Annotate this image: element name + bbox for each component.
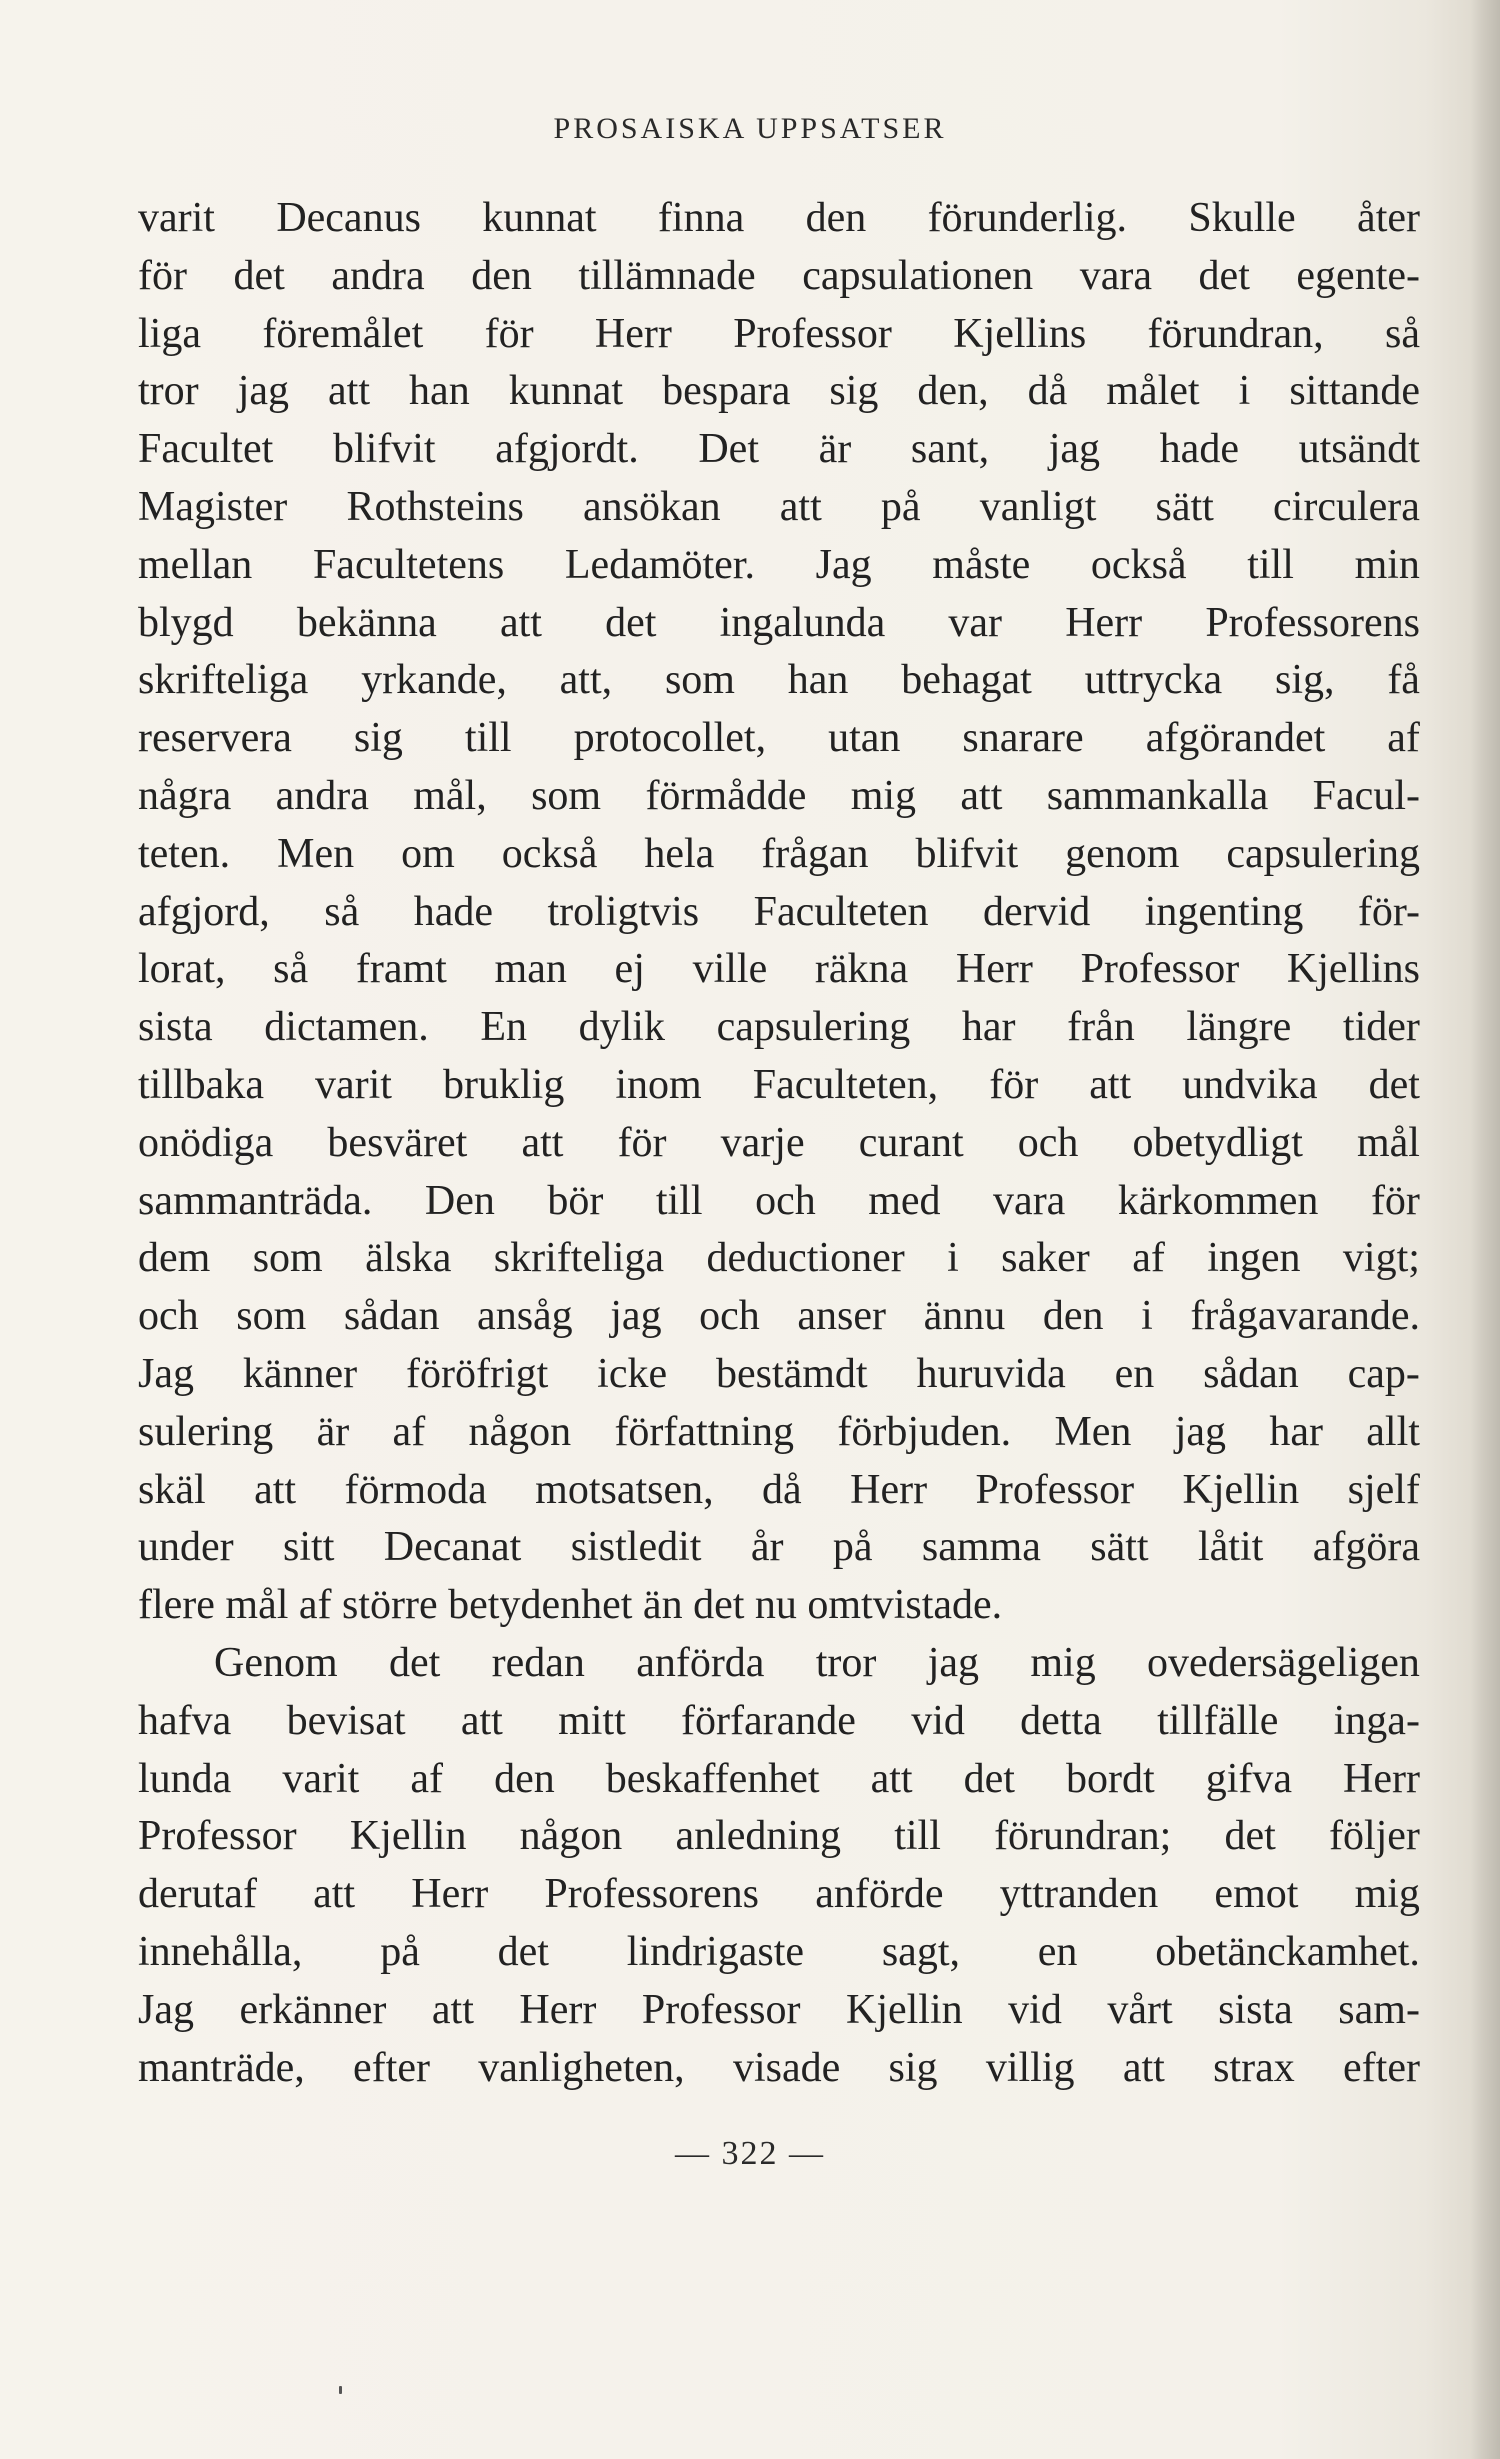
text-line: liga föremålet för Herr Professor Kjellins förundran, så (138, 310, 1420, 357)
text-line: sammanträda. Den bör till och med vara kärkommen för (138, 1177, 1420, 1224)
text-line: manträde, efter vanligheten, visade sig villig att strax efter (138, 2044, 1420, 2091)
text-line: onödiga besväret att för varje curant och obetydligt mål (138, 1119, 1420, 1166)
text-line: hafva bevisat att mitt förfarande vid detta tillfälle inga- (138, 1697, 1420, 1744)
body-text (138, 190, 1420, 2097)
text-line: skrifteliga yrkande, att, som han behagat uttrycka sig, få (138, 657, 1420, 704)
page-number: — 322 — (675, 2135, 825, 2172)
text-line: Magister Rothsteins ansökan att på vanligt sätt circulera (138, 483, 1420, 530)
text-line: teten. Men om också hela frågan blifvit genom capsulering (138, 830, 1420, 877)
text-line: lunda varit af den beskaffenhet att det bordt gifva Herr (138, 1755, 1420, 1802)
text-line: Jag erkänner att Herr Professor Kjellin vid vårt sista sam- (138, 1986, 1420, 2033)
text-line: under sitt Decanat sistledit år på samma sätt låtit afgöra (138, 1524, 1420, 1571)
text-line: Facultet blifvit afgjordt. Det är sant, jag hade utsändt (138, 426, 1420, 473)
text-line: afgjord, så hade troligtvis Faculteten dervid ingenting för- (138, 888, 1420, 935)
text-line: lorat, så framt man ej ville räkna Herr Professor Kjellins (138, 946, 1420, 993)
text-line: och som sådan ansåg jag och anser ännu den i frågavarande. (138, 1293, 1420, 1340)
text-line: innehålla, på det lindrigaste sagt, en obetänckamhet. (138, 1928, 1420, 1975)
text-line: Genom det redan anförda tror jag mig ovedersägeligen (214, 1639, 1420, 1686)
page-edge-shadow (1470, 0, 1500, 2459)
text-line: flere mål af större betydenhet än det nu omtvistade. (138, 1582, 1003, 1629)
text-line: tillbaka varit bruklig inom Faculteten, för att undvika det (138, 1061, 1420, 1108)
text-line: reservera sig till protocollet, utan snarare afgörandet af (138, 715, 1420, 762)
text-line: skäl att förmoda motsatsen, då Herr Professor Kjellin sjelf (138, 1466, 1420, 1513)
text-line: varit Decanus kunnat finna den förunderlig. Skulle åter (138, 195, 1420, 241)
text-line: Professor Kjellin någon anledning till förundran; det följer (138, 1813, 1420, 1860)
text-line: sulering är af någon författning förbjuden. Men jag har allt (138, 1408, 1420, 1455)
text-line: blygd bekänna att det ingalunda var Herr Professorens (138, 599, 1420, 646)
text-line: tror jag att han kunnat bespara sig den, då målet i sittande (138, 368, 1420, 415)
text-line: mellan Facultetens Ledamöter. Jag måste också till min (138, 541, 1420, 588)
print-speck (339, 2386, 342, 2394)
text-line: Jag känner föröfrigt icke bestämdt huruvida en sådan cap- (138, 1350, 1420, 1397)
text-line: sista dictamen. En dylik capsulering har från längre tider (138, 1004, 1420, 1051)
text-line: dem som älska skrifteliga deductioner i saker af ingen vigt; (138, 1235, 1420, 1282)
text-line: derutaf att Herr Professorens anförde yttranden emot mig (138, 1871, 1420, 1918)
running-head: PROSAISKA UPPSATSER (553, 112, 947, 145)
text-line: några andra mål, som förmådde mig att sammankalla Facul- (138, 772, 1420, 819)
text-line: för det andra den tillämnade capsulationen vara det egente- (138, 252, 1420, 299)
